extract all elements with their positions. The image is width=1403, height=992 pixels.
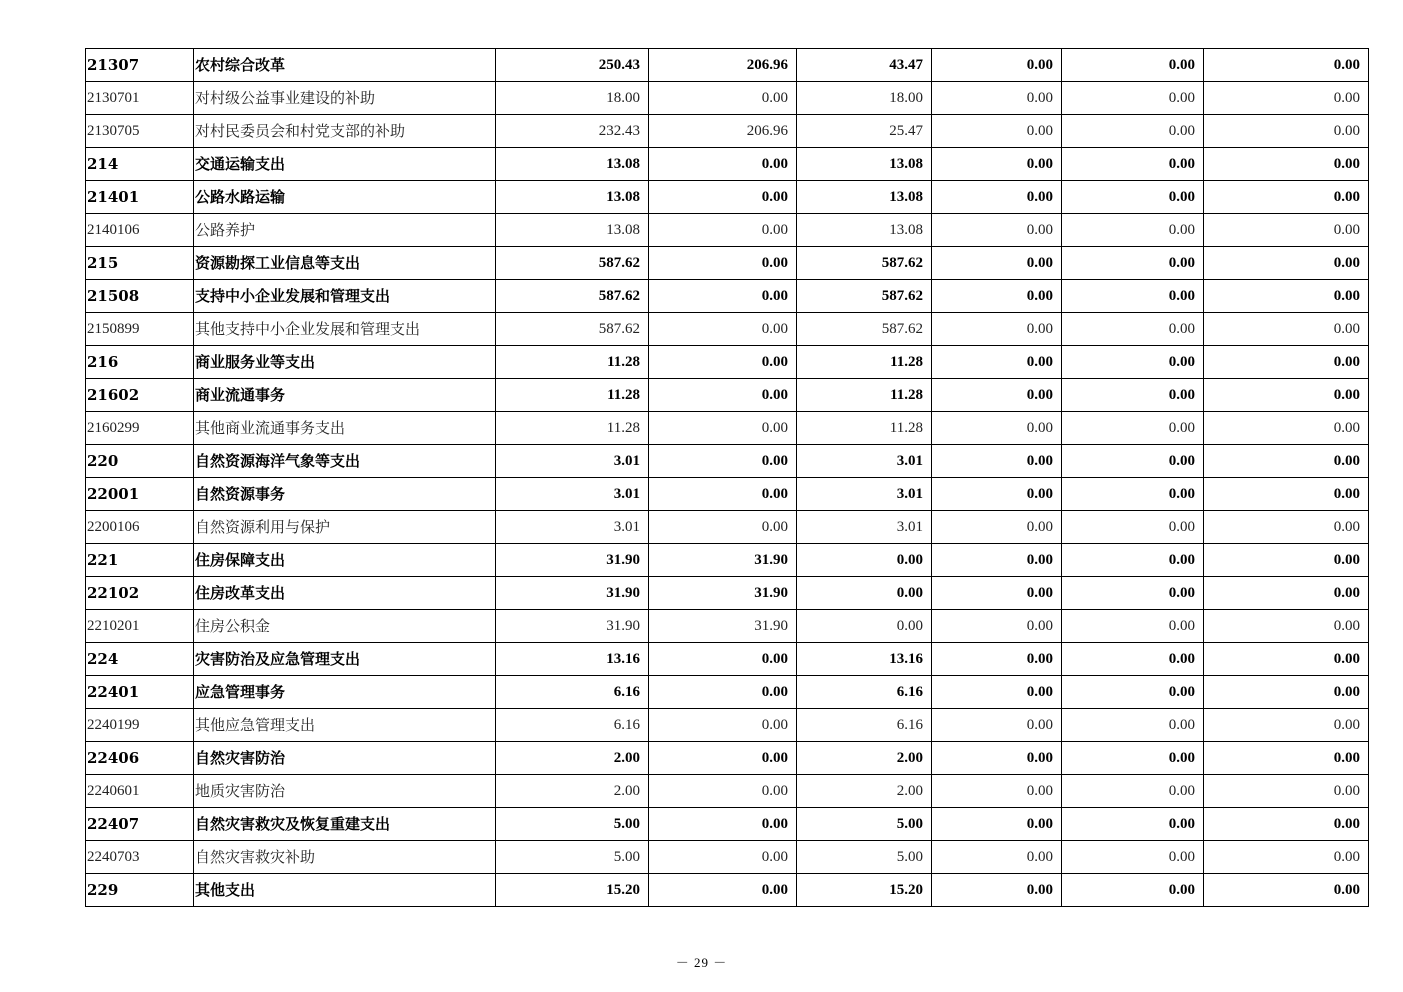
amount-cell: 31.90 [496, 544, 649, 577]
amount-cell: 0.00 [1062, 841, 1204, 874]
amount-cell: 587.62 [797, 280, 932, 313]
table-row [86, 577, 1369, 610]
amount-cell: 0.00 [1062, 544, 1204, 577]
amount-cell: 18.00 [797, 82, 932, 115]
amount-cell: 0.00 [1204, 709, 1369, 742]
table-row [86, 247, 1369, 280]
subject-code-cell: 2240601 [86, 775, 194, 808]
subject-name-cell: 支持中小企业发展和管理支出 [194, 280, 496, 313]
amount-cell: 0.00 [932, 82, 1062, 115]
amount-cell: 0.00 [649, 445, 797, 478]
amount-cell: 0.00 [1062, 775, 1204, 808]
table-row [86, 544, 1369, 577]
subject-code-cell: 2160299 [86, 412, 194, 445]
amount-cell: 13.16 [496, 643, 649, 676]
amount-cell: 5.00 [496, 808, 649, 841]
amount-cell: 31.90 [649, 544, 797, 577]
amount-cell: 2.00 [496, 775, 649, 808]
amount-cell: 0.00 [932, 49, 1062, 82]
amount-cell: 13.08 [496, 148, 649, 181]
amount-cell: 0.00 [932, 346, 1062, 379]
table-row [86, 841, 1369, 874]
table-row [86, 115, 1369, 148]
subject-code-cell: 229 [86, 874, 194, 907]
subject-name-cell: 自然灾害防治 [194, 742, 496, 775]
amount-cell: 11.28 [496, 412, 649, 445]
amount-cell: 0.00 [1062, 808, 1204, 841]
amount-cell: 0.00 [1062, 445, 1204, 478]
subject-code-cell: 21307 [86, 49, 194, 82]
subject-code-cell: 22406 [86, 742, 194, 775]
amount-cell: 0.00 [649, 247, 797, 280]
table-row [86, 49, 1369, 82]
subject-name-cell: 商业流通事务 [194, 379, 496, 412]
amount-cell: 0.00 [932, 676, 1062, 709]
amount-cell: 0.00 [1062, 676, 1204, 709]
amount-cell: 0.00 [1062, 577, 1204, 610]
subject-name-cell: 农村综合改革 [194, 49, 496, 82]
table-row [86, 511, 1369, 544]
amount-cell: 13.16 [797, 643, 932, 676]
amount-cell: 0.00 [649, 214, 797, 247]
amount-cell: 0.00 [649, 742, 797, 775]
amount-cell: 0.00 [1062, 313, 1204, 346]
amount-cell: 5.00 [797, 808, 932, 841]
subject-name-cell: 对村民委员会和村党支部的补助 [194, 115, 496, 148]
amount-cell: 0.00 [932, 412, 1062, 445]
amount-cell: 31.90 [496, 610, 649, 643]
amount-cell: 0.00 [1204, 148, 1369, 181]
amount-cell: 11.28 [496, 379, 649, 412]
amount-cell: 0.00 [932, 643, 1062, 676]
subject-name-cell: 交通运输支出 [194, 148, 496, 181]
subject-code-cell: 22407 [86, 808, 194, 841]
amount-cell: 0.00 [1204, 742, 1369, 775]
amount-cell: 0.00 [1062, 643, 1204, 676]
amount-cell: 0.00 [1204, 775, 1369, 808]
amount-cell: 0.00 [1204, 82, 1369, 115]
amount-cell: 0.00 [1204, 115, 1369, 148]
amount-cell: 0.00 [1204, 478, 1369, 511]
amount-cell: 13.08 [797, 148, 932, 181]
amount-cell: 0.00 [1204, 379, 1369, 412]
amount-cell: 0.00 [1204, 346, 1369, 379]
subject-code-cell: 2150899 [86, 313, 194, 346]
amount-cell: 0.00 [1062, 610, 1204, 643]
amount-cell: 0.00 [649, 313, 797, 346]
amount-cell: 0.00 [1062, 181, 1204, 214]
amount-cell: 0.00 [1062, 874, 1204, 907]
subject-name-cell: 对村级公益事业建设的补助 [194, 82, 496, 115]
amount-cell: 0.00 [1204, 511, 1369, 544]
amount-cell: 0.00 [932, 115, 1062, 148]
amount-cell: 0.00 [932, 214, 1062, 247]
amount-cell: 0.00 [932, 610, 1062, 643]
amount-cell: 0.00 [932, 148, 1062, 181]
amount-cell: 0.00 [649, 379, 797, 412]
amount-cell: 0.00 [932, 874, 1062, 907]
amount-cell: 0.00 [1204, 610, 1369, 643]
amount-cell: 0.00 [649, 808, 797, 841]
amount-cell: 0.00 [932, 775, 1062, 808]
subject-code-cell: 220 [86, 445, 194, 478]
subject-name-cell: 公路水路运输 [194, 181, 496, 214]
subject-name-cell: 住房公积金 [194, 610, 496, 643]
subject-code-cell: 21602 [86, 379, 194, 412]
amount-cell: 5.00 [496, 841, 649, 874]
amount-cell: 0.00 [649, 643, 797, 676]
amount-cell: 0.00 [932, 247, 1062, 280]
amount-cell: 0.00 [1204, 544, 1369, 577]
amount-cell: 0.00 [1204, 841, 1369, 874]
table-row [86, 445, 1369, 478]
table-row [86, 478, 1369, 511]
amount-cell: 6.16 [496, 676, 649, 709]
amount-cell: 15.20 [496, 874, 649, 907]
amount-cell: 0.00 [1204, 412, 1369, 445]
table-row [86, 808, 1369, 841]
amount-cell: 0.00 [1062, 247, 1204, 280]
subject-name-cell: 自然资源海洋气象等支出 [194, 445, 496, 478]
subject-name-cell: 自然资源利用与保护 [194, 511, 496, 544]
amount-cell: 25.47 [797, 115, 932, 148]
amount-cell: 13.08 [496, 214, 649, 247]
amount-cell: 0.00 [932, 808, 1062, 841]
amount-cell: 0.00 [932, 511, 1062, 544]
table-row [86, 280, 1369, 313]
amount-cell: 0.00 [1204, 313, 1369, 346]
subject-name-cell: 地质灾害防治 [194, 775, 496, 808]
amount-cell: 0.00 [1062, 742, 1204, 775]
table-row [86, 181, 1369, 214]
amount-cell: 15.20 [797, 874, 932, 907]
amount-cell: 0.00 [1204, 445, 1369, 478]
amount-cell: 0.00 [1062, 709, 1204, 742]
amount-cell: 0.00 [1062, 214, 1204, 247]
amount-cell: 587.62 [496, 280, 649, 313]
amount-cell: 0.00 [797, 577, 932, 610]
amount-cell: 0.00 [649, 511, 797, 544]
table-row [86, 610, 1369, 643]
amount-cell: 13.08 [797, 214, 932, 247]
subject-code-cell: 22401 [86, 676, 194, 709]
amount-cell: 0.00 [1062, 115, 1204, 148]
amount-cell: 0.00 [1204, 676, 1369, 709]
amount-cell: 6.16 [496, 709, 649, 742]
table-row [86, 214, 1369, 247]
amount-cell: 11.28 [496, 346, 649, 379]
amount-cell: 13.08 [496, 181, 649, 214]
amount-cell: 0.00 [932, 313, 1062, 346]
amount-cell: 206.96 [649, 115, 797, 148]
amount-cell: 2.00 [496, 742, 649, 775]
amount-cell: 31.90 [649, 610, 797, 643]
table-row [86, 775, 1369, 808]
subject-code-cell: 221 [86, 544, 194, 577]
amount-cell: 0.00 [649, 709, 797, 742]
amount-cell: 0.00 [1062, 478, 1204, 511]
amount-cell: 3.01 [797, 445, 932, 478]
amount-cell: 0.00 [932, 544, 1062, 577]
subject-code-cell: 2210201 [86, 610, 194, 643]
subject-code-cell: 21401 [86, 181, 194, 214]
subject-code-cell: 2240703 [86, 841, 194, 874]
amount-cell: 0.00 [1062, 346, 1204, 379]
amount-cell: 3.01 [496, 478, 649, 511]
amount-cell: 0.00 [1204, 247, 1369, 280]
amount-cell: 0.00 [1204, 214, 1369, 247]
table-row [86, 676, 1369, 709]
amount-cell: 0.00 [649, 478, 797, 511]
amount-cell: 0.00 [649, 841, 797, 874]
amount-cell: 31.90 [649, 577, 797, 610]
amount-cell: 0.00 [649, 82, 797, 115]
amount-cell: 0.00 [1062, 82, 1204, 115]
table-row [86, 742, 1369, 775]
amount-cell: 0.00 [1062, 379, 1204, 412]
subject-code-cell: 22102 [86, 577, 194, 610]
amount-cell: 206.96 [649, 49, 797, 82]
table-row [86, 148, 1369, 181]
amount-cell: 18.00 [496, 82, 649, 115]
amount-cell: 0.00 [1204, 280, 1369, 313]
amount-cell: 0.00 [649, 874, 797, 907]
budget-table [85, 48, 1369, 907]
table-body [86, 49, 1369, 907]
table-row [86, 412, 1369, 445]
amount-cell: 3.01 [797, 478, 932, 511]
subject-code-cell: 2140106 [86, 214, 194, 247]
amount-cell: 250.43 [496, 49, 649, 82]
subject-code-cell: 215 [86, 247, 194, 280]
subject-code-cell: 224 [86, 643, 194, 676]
amount-cell: 0.00 [1204, 49, 1369, 82]
amount-cell: 0.00 [1062, 280, 1204, 313]
amount-cell: 11.28 [797, 379, 932, 412]
amount-cell: 0.00 [1062, 511, 1204, 544]
subject-name-cell: 住房保障支出 [194, 544, 496, 577]
amount-cell: 0.00 [649, 181, 797, 214]
subject-code-cell: 21508 [86, 280, 194, 313]
amount-cell: 587.62 [496, 247, 649, 280]
subject-code-cell: 22001 [86, 478, 194, 511]
amount-cell: 0.00 [649, 280, 797, 313]
subject-name-cell: 其他应急管理支出 [194, 709, 496, 742]
amount-cell: 0.00 [932, 742, 1062, 775]
amount-cell: 2.00 [797, 775, 932, 808]
amount-cell: 11.28 [797, 346, 932, 379]
subject-name-cell: 应急管理事务 [194, 676, 496, 709]
subject-name-cell: 其他支出 [194, 874, 496, 907]
amount-cell: 232.43 [496, 115, 649, 148]
subject-name-cell: 公路养护 [194, 214, 496, 247]
subject-code-cell: 2130705 [86, 115, 194, 148]
subject-code-cell: 2130701 [86, 82, 194, 115]
amount-cell: 2.00 [797, 742, 932, 775]
subject-name-cell: 其他支持中小企业发展和管理支出 [194, 313, 496, 346]
amount-cell: 0.00 [932, 379, 1062, 412]
table-row [86, 82, 1369, 115]
amount-cell: 587.62 [496, 313, 649, 346]
table-row [86, 346, 1369, 379]
amount-cell: 0.00 [932, 478, 1062, 511]
amount-cell: 0.00 [932, 445, 1062, 478]
amount-cell: 0.00 [649, 676, 797, 709]
subject-name-cell: 其他商业流通事务支出 [194, 412, 496, 445]
amount-cell: 0.00 [932, 841, 1062, 874]
amount-cell: 0.00 [649, 775, 797, 808]
subject-name-cell: 灾害防治及应急管理支出 [194, 643, 496, 676]
table-row [86, 313, 1369, 346]
page-number: － 29 － [675, 955, 728, 970]
amount-cell: 0.00 [1204, 643, 1369, 676]
amount-cell: 0.00 [932, 577, 1062, 610]
table-row [86, 379, 1369, 412]
amount-cell: 0.00 [932, 280, 1062, 313]
subject-name-cell: 商业服务业等支出 [194, 346, 496, 379]
amount-cell: 0.00 [1062, 412, 1204, 445]
amount-cell: 587.62 [797, 247, 932, 280]
amount-cell: 6.16 [797, 709, 932, 742]
amount-cell: 0.00 [1204, 181, 1369, 214]
subject-code-cell: 214 [86, 148, 194, 181]
subject-name-cell: 自然灾害救灾补助 [194, 841, 496, 874]
table-row [86, 643, 1369, 676]
amount-cell: 0.00 [649, 346, 797, 379]
subject-code-cell: 2200106 [86, 511, 194, 544]
amount-cell: 43.47 [797, 49, 932, 82]
subject-code-cell: 2240199 [86, 709, 194, 742]
amount-cell: 0.00 [1204, 874, 1369, 907]
amount-cell: 6.16 [797, 676, 932, 709]
amount-cell: 5.00 [797, 841, 932, 874]
subject-code-cell: 216 [86, 346, 194, 379]
amount-cell: 0.00 [797, 610, 932, 643]
subject-name-cell: 资源勘探工业信息等支出 [194, 247, 496, 280]
subject-name-cell: 住房改革支出 [194, 577, 496, 610]
amount-cell: 31.90 [496, 577, 649, 610]
amount-cell: 0.00 [649, 412, 797, 445]
subject-name-cell: 自然灾害救灾及恢复重建支出 [194, 808, 496, 841]
amount-cell: 3.01 [496, 445, 649, 478]
amount-cell: 0.00 [1062, 148, 1204, 181]
amount-cell: 0.00 [1062, 49, 1204, 82]
amount-cell: 0.00 [932, 709, 1062, 742]
amount-cell: 0.00 [932, 181, 1062, 214]
amount-cell: 3.01 [496, 511, 649, 544]
amount-cell: 587.62 [797, 313, 932, 346]
amount-cell: 0.00 [649, 148, 797, 181]
subject-name-cell: 自然资源事务 [194, 478, 496, 511]
amount-cell: 0.00 [1204, 577, 1369, 610]
table-row [86, 709, 1369, 742]
amount-cell: 3.01 [797, 511, 932, 544]
table-row [86, 874, 1369, 907]
amount-cell: 0.00 [1204, 808, 1369, 841]
amount-cell: 13.08 [797, 181, 932, 214]
amount-cell: 0.00 [797, 544, 932, 577]
amount-cell: 11.28 [797, 412, 932, 445]
